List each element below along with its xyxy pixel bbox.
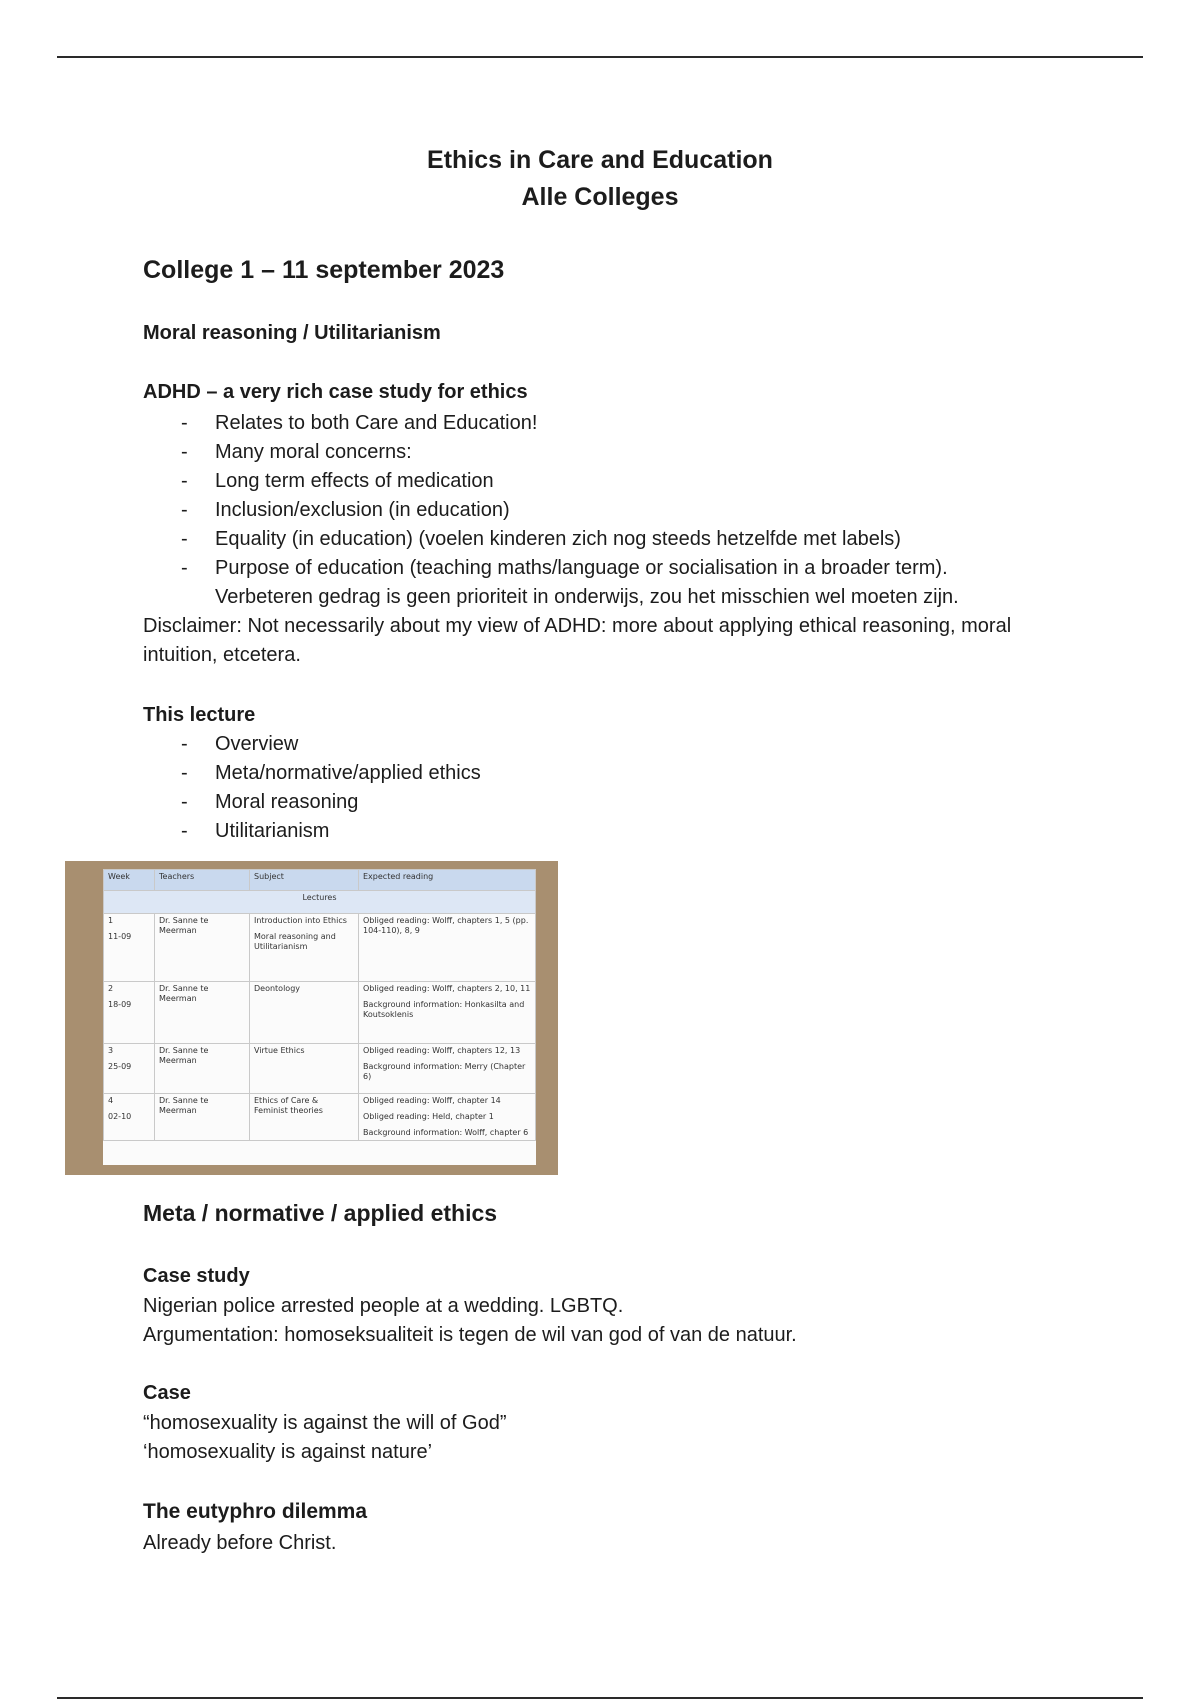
list-item: - Long term effects of medication xyxy=(143,467,948,496)
date-cell: 11-09 xyxy=(108,932,132,941)
lecture-heading: This lecture xyxy=(143,704,256,726)
date-cell: 02-10 xyxy=(108,1112,132,1121)
reading-cell: Obliged reading: Wolff, chapters 2, 10, 11 xyxy=(363,984,531,993)
reading-cell: Obliged reading: Held, chapter 1 xyxy=(363,1112,494,1121)
subject-cell: Ethics of Care & Feminist theories xyxy=(254,1096,323,1115)
list-item: - Many moral concerns: xyxy=(143,438,948,467)
disclaimer-line-1: Disclaimer: Not necessarily about my view of ADHD: more about applying ethical reasoning, moral xyxy=(143,615,1012,637)
column-header: Teachers xyxy=(155,870,250,891)
disclaimer-line-2: intuition, etcetera. xyxy=(143,644,301,666)
teacher-cell: Dr. Sanne te Meerman xyxy=(155,914,250,982)
case-line-2: ‘homosexuality is against nature’ xyxy=(143,1441,433,1463)
schedule-table xyxy=(103,869,536,1141)
list-item: - Relates to both Care and Education! xyxy=(143,409,948,438)
list-item: - Inclusion/exclusion (in education) xyxy=(143,496,948,525)
column-header: Expected reading xyxy=(359,870,536,891)
week-cell: 2 xyxy=(108,984,114,993)
reading-cell: Obliged reading: Wolff, chapter 14 xyxy=(363,1096,501,1105)
week-cell: 3 xyxy=(108,1046,114,1055)
section-label: Lectures xyxy=(104,891,536,914)
teacher-cell: Dr. Sanne te Meerman xyxy=(155,982,250,1044)
list-item: - Moral reasoning xyxy=(143,788,481,817)
document-subtitle: Alle Colleges xyxy=(521,183,679,211)
case-line-1: “homosexuality is against the will of God” xyxy=(143,1412,507,1434)
topic-heading: Moral reasoning / Utilitarianism xyxy=(143,322,441,344)
eutyphro-heading: The eutyphro dilemma xyxy=(143,1500,368,1523)
teacher-cell: Dr. Sanne te Meerman xyxy=(155,1094,250,1141)
list-item: - Equality (in education) (voelen kinderen zich nog steeds hetzelfde met labels) xyxy=(143,525,948,554)
document-title: Ethics in Care and Education xyxy=(427,146,773,174)
table-row xyxy=(104,1094,536,1141)
meta-heading: Meta / normative / applied ethics xyxy=(143,1200,498,1226)
week-cell: 1 xyxy=(108,916,114,925)
subject-cell: Virtue Ethics xyxy=(254,1046,305,1055)
table-row xyxy=(104,982,536,1044)
footer-rule xyxy=(57,1697,1143,1699)
schedule-table-image xyxy=(65,861,558,1175)
list-item: - Purpose of education (teaching maths/language or socialisation in a broader term). xyxy=(143,554,948,583)
document-title-block xyxy=(143,142,1057,216)
date-cell: 18-09 xyxy=(108,1000,132,1009)
date-cell: 25-09 xyxy=(108,1062,132,1071)
adhd-list xyxy=(143,409,948,583)
header-rule xyxy=(57,56,1143,58)
table-row xyxy=(104,914,536,982)
teacher-cell: Dr. Sanne te Meerman xyxy=(155,1044,250,1094)
reading-cell: Background information: Wolff, chapter 6 xyxy=(363,1128,529,1137)
reading-cell: Obliged reading: Wolff, chapters 12, 13 xyxy=(363,1046,521,1055)
week-cell: 4 xyxy=(108,1096,114,1105)
list-item: - Meta/normative/applied ethics xyxy=(143,759,481,788)
table-header-row xyxy=(104,870,536,891)
subject-cell: Introduction into Ethics xyxy=(254,916,347,925)
subject-cell: Moral reasoning and Utilitarianism xyxy=(254,932,336,951)
reading-cell: Obliged reading: Wolff, chapters 1, 5 (pp. 104-110), 8, 9 xyxy=(363,916,529,935)
list-item: - Overview xyxy=(143,730,481,759)
subject-cell: Deontology xyxy=(254,984,301,993)
lecture-list xyxy=(143,730,481,846)
case-heading: Case xyxy=(143,1382,191,1404)
case-study-heading: Case study xyxy=(143,1265,250,1287)
adhd-continuation: Verbeteren gedrag is geen prioriteit in onderwijs, zou het misschien wel moeten zijn. xyxy=(215,586,959,608)
college-heading: College 1 – 11 september 2023 xyxy=(143,256,505,284)
table-section-row xyxy=(104,891,536,914)
table-row xyxy=(104,1044,536,1094)
adhd-heading: ADHD – a very rich case study for ethics xyxy=(143,381,528,403)
reading-cell: Background information: Honkasilta and Koutsoklenis xyxy=(363,1000,525,1019)
eutyphro-line: Already before Christ. xyxy=(143,1532,337,1554)
schedule-sheet xyxy=(103,869,536,1165)
column-header: Week xyxy=(104,870,155,891)
case-study-line-2: Argumentation: homoseksualiteit is tegen de wil van god of van de natuur. xyxy=(143,1324,797,1346)
reading-cell: Background information: Merry (Chapter 6) xyxy=(363,1062,526,1081)
column-header: Subject xyxy=(250,870,359,891)
case-study-line-1: Nigerian police arrested people at a wedding. LGBTQ. xyxy=(143,1295,624,1317)
list-item: - Utilitarianism xyxy=(143,817,481,846)
